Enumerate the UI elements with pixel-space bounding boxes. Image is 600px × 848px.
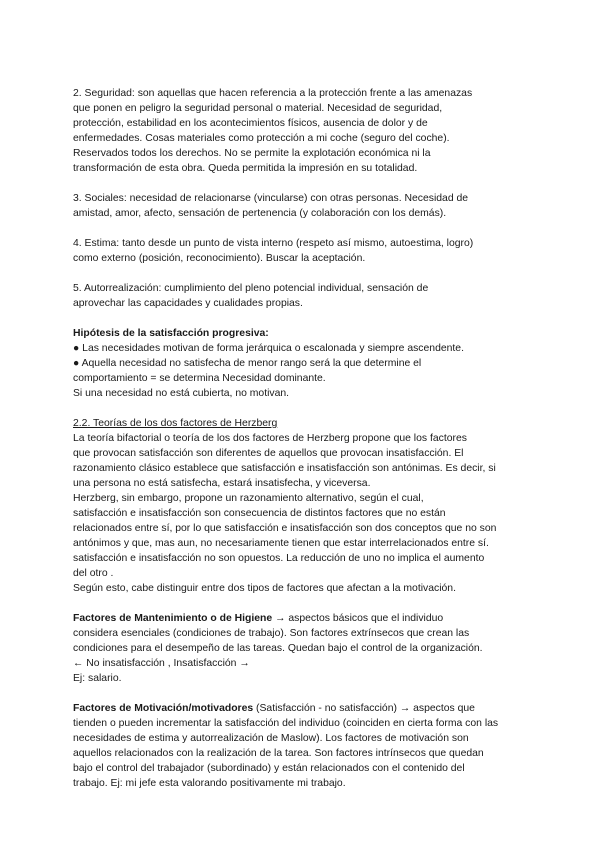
term-description: (Satisfacción - no satisfacción) → aspectos que <box>253 703 475 714</box>
text-line: como externo (posición, reconocimiento). Buscar la aceptación. <box>73 253 366 264</box>
text-line: una persona no está satisfecha, estará insatisfecha, y viceversa. <box>73 478 371 489</box>
text-line: Si una necesidad no está cubierta, no motivan. <box>73 388 290 399</box>
text-line <box>73 701 540 716</box>
text-line: del otro . <box>73 568 114 579</box>
text-line: ← No insatisfacción , Insatisfacción → <box>73 658 250 669</box>
text-line: trabajo. Ej: mi jefe esta valorando positivamente mi trabajo. <box>73 778 346 789</box>
text-line: condiciones para el desempeño de las tareas. Quedan bajo el control de la organización. <box>73 643 483 654</box>
text-line: enfermedades. Cosas materiales como protección a mi coche (seguro del coche). <box>73 133 450 144</box>
text-line: Herzberg, sin embargo, propone un razonamiento alternativo, según el cual, <box>73 493 424 504</box>
bullet-item: ● Aquella necesidad no satisfecha de menor rango será la que determine el <box>73 358 422 369</box>
text-line: comportamiento = se determina Necesidad dominante. <box>73 373 326 384</box>
text-line: satisfacción e insatisfacción son consecuencia de distintos factores que no están <box>73 508 446 519</box>
section-factores-motivacion <box>73 701 540 791</box>
text-line: aquellos relacionados con la realización de la tarea. Son factores intrínsecos que quedan <box>73 748 484 759</box>
bullet-item: ● Las necesidades motivan de forma jerárquica o escalonada y siempre ascendente. <box>73 343 464 354</box>
section-heading: Hipótesis de la satisfacción progresiva: <box>73 328 269 339</box>
text-line: 5. Autorrealización: cumplimiento del pleno potencial individual, sensación de <box>73 283 429 294</box>
term-heading: Factores de Mantenimiento o de Higiene <box>73 613 273 624</box>
section-title: 2.2. Teorías de los dos factores de Herzberg <box>73 418 278 429</box>
section-factores-mantenimiento <box>73 611 540 686</box>
text-line: aprovechar las capacidades y cualidades propias. <box>73 298 303 309</box>
text-line: que ponen en peligro la seguridad personal o material. Necesidad de seguridad, <box>73 103 443 114</box>
text-line: amistad, amor, afecto, sensación de pertenencia (y colaboración con los demás). <box>73 208 447 219</box>
text-line: tienden o pueden incrementar la satisfacción del individuo (coinciden en cierta forma con las <box>73 718 499 729</box>
text-line: Ej: salario. <box>73 673 122 684</box>
text-line: 2. Seguridad: son aquellas que hacen referencia a la protección frente a las amenazas <box>73 88 473 99</box>
section-sociales <box>73 191 540 221</box>
text-line: considera esenciales (condiciones de trabajo). Son factores extrínsecos que crean las <box>73 628 470 639</box>
section-autorrealizacion <box>73 281 540 311</box>
text-line: necesidades de estima y autorrealización de Maslow). Los factores de motivación son <box>73 733 469 744</box>
text-line: transformación de esta obra. Queda permitida la impresión en su totalidad. <box>73 163 418 174</box>
term-heading: Factores de Motivación/motivadores <box>73 703 254 714</box>
section-herzberg <box>73 416 540 596</box>
text-line: 4. Estima: tanto desde un punto de vista interno (respeto así mismo, autoestima, logro) <box>73 238 474 249</box>
text-line: que provocan satisfacción son diferentes de aquellos que provocan insatisfacción. El <box>73 448 464 459</box>
text-line: bajo el control del trabajador (subordinado) y están relacionados con el contenido del <box>73 763 465 774</box>
text-line: 3. Sociales: necesidad de relacionarse (vincularse) con otras personas. Necesidad de <box>73 193 469 204</box>
text-line: La teoría bifactorial o teoría de los dos factores de Herzberg propone que los factores <box>73 433 467 444</box>
section-hipotesis <box>73 326 540 401</box>
term-description: → aspectos básicos que el individuo <box>272 613 444 624</box>
text-line: Reservados todos los derechos. No se permite la explotación económica ni la <box>73 148 431 159</box>
section-seguridad <box>73 86 540 176</box>
section-estima <box>73 236 540 266</box>
text-line: protección, estabilidad en los acontecimientos físicos, ausencia de dolor y de <box>73 118 428 129</box>
text-line: Según esto, cabe distinguir entre dos tipos de factores que afectan a la motivación. <box>73 583 456 594</box>
text-line <box>73 611 540 626</box>
text-line: relacionados entre sí, por lo que satisfacción e insatisfacción son dos conceptos que no son <box>73 523 497 534</box>
text-line: antónimos y que, mas aun, no necesariamente tienen que estar interrelacionados entre sí. <box>73 538 489 549</box>
text-line: satisfacción e insatisfacción no son opuestos. La reducción de uno no implica el aumento <box>73 553 485 564</box>
text-line: razonamiento clásico establece que satisfacción e insatisfacción son antónimas. Es decir, si <box>73 463 496 474</box>
